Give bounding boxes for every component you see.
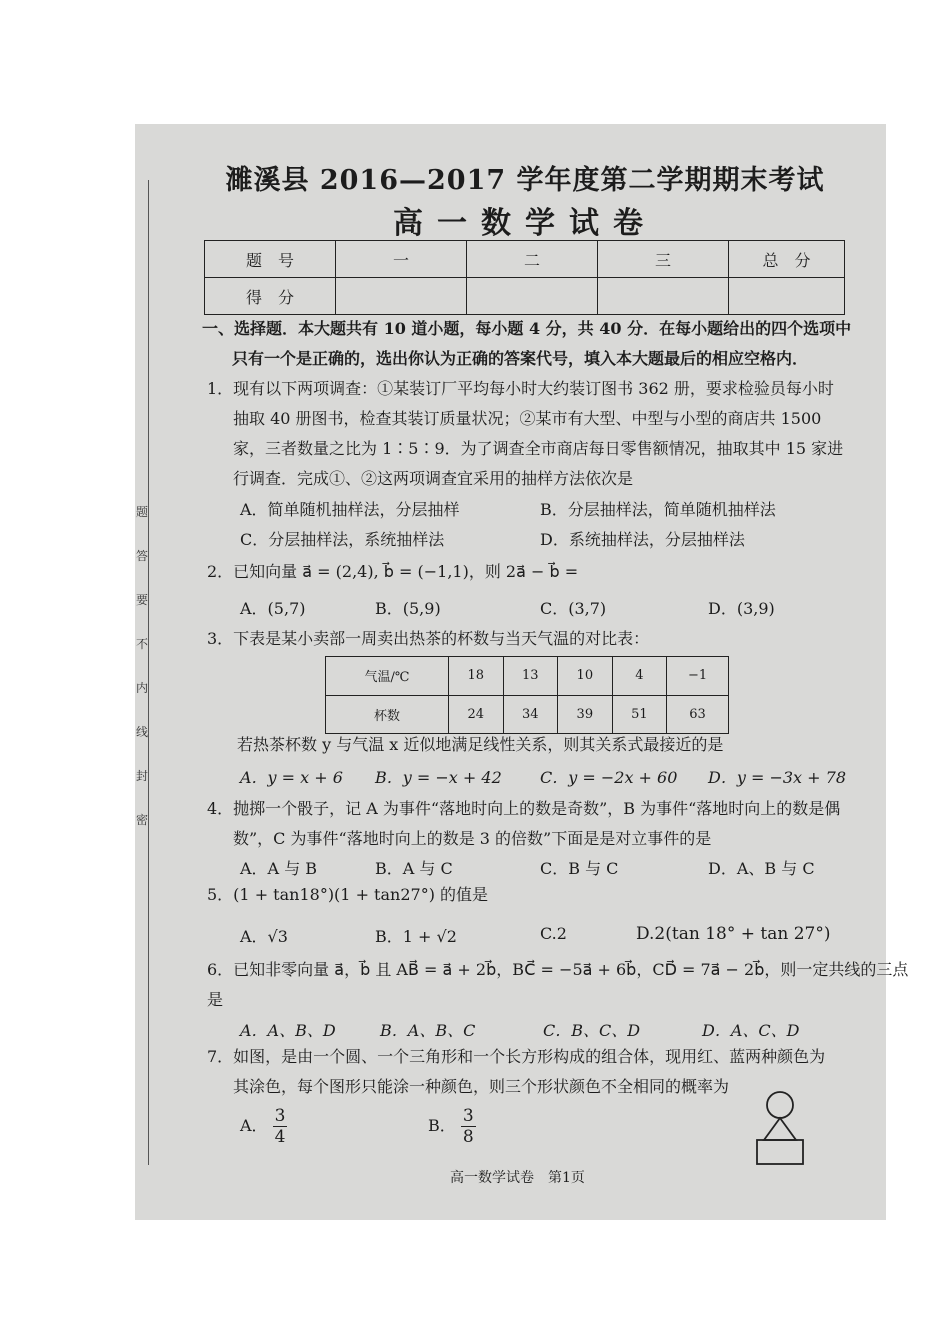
denominator: 4 bbox=[274, 1127, 286, 1147]
table-cell: 二 bbox=[467, 241, 598, 278]
question-line: 6．已知非零向量 a⃗，b⃗ 且 AB⃗ = a⃗ + 2b⃗，BC⃗ = −5a⃗ + 6b⃗，CD⃗ = 7a⃗ − 2b⃗，则一定共线的三点 bbox=[207, 960, 909, 979]
seal-char: 封 bbox=[136, 769, 149, 783]
numerator: 3 bbox=[274, 1106, 286, 1126]
option-label: A． bbox=[240, 1116, 268, 1135]
q1-option-b: B．分层抽样法，简单随机抽样法 bbox=[540, 500, 776, 519]
score-input-cell[interactable] bbox=[336, 278, 467, 315]
table-cell: 18 bbox=[449, 657, 504, 696]
table-cell: 4 bbox=[612, 657, 667, 696]
seal-char: 密 bbox=[136, 813, 149, 827]
table-cell: 39 bbox=[558, 695, 613, 734]
table-cell: 63 bbox=[667, 695, 729, 734]
question-line: 行调查．完成①、②这两项调查宜采用的抽样方法依次是 bbox=[233, 469, 634, 488]
score-input-cell[interactable] bbox=[467, 278, 598, 315]
option-label: B． bbox=[428, 1116, 456, 1135]
table-cell: 得 分 bbox=[205, 278, 336, 315]
q6-option-d: D．A、C、D bbox=[702, 1021, 800, 1040]
table-cell: 一 bbox=[336, 241, 467, 278]
question-line: 1．现有以下两项调查：①某装订厂平均每小时大约装订图书 362 册，要求检验员每小时 bbox=[207, 379, 834, 398]
q1-option-c: C．分层抽样法，系统抽样法 bbox=[240, 530, 445, 549]
section1-instructions bbox=[202, 314, 851, 374]
q5-option-d: D.2(tan 18° + tan 27°) bbox=[636, 924, 831, 944]
q3-option-c: C．y = −2x + 60 bbox=[540, 768, 678, 787]
exam-title: 濉溪县 2016—2017 学年度第二学期期末考试 bbox=[225, 165, 825, 196]
question-line: 家，三者数量之比为 1∶5∶9．为了调查全市商店每日零售额情况，抽取其中 15 家进 bbox=[233, 439, 844, 458]
table-cell: 13 bbox=[503, 657, 558, 696]
denominator: 8 bbox=[462, 1127, 474, 1147]
table-row bbox=[205, 278, 845, 315]
q3-follow-text: 若热茶杯数 y 与气温 x 近似地满足线性关系，则其关系式最接近的是 bbox=[237, 735, 724, 754]
q5-option-c: C.2 bbox=[540, 924, 567, 943]
question-2: 2．已知向量 a⃗ = (2,4), b⃗ = (−1,1)，则 2a⃗ − b⃗ = bbox=[207, 562, 579, 581]
q4-option-b: B．A 与 C bbox=[375, 859, 453, 878]
q6-option-b: B．A、B、C bbox=[380, 1021, 476, 1040]
seal-char: 题 bbox=[136, 505, 149, 519]
q3-option-d: D．y = −3x + 78 bbox=[708, 768, 846, 787]
q4-option-c: C．B 与 C bbox=[540, 859, 619, 878]
q7-option-a bbox=[240, 1106, 287, 1147]
question-4 bbox=[207, 794, 840, 854]
table-cell: 三 bbox=[598, 241, 729, 278]
q5-option-a: A．√3 bbox=[240, 927, 288, 946]
question-line: 数”，C 为事件“落地时向上的数是 3 的倍数”下面是是对立事件的是 bbox=[233, 829, 712, 848]
seal-char: 不 bbox=[136, 637, 149, 651]
numerator: 3 bbox=[462, 1106, 474, 1126]
question-line: 7．如图，是由一个圆、一个三角形和一个长方形构成的组合体，现用红、蓝两种颜色为 bbox=[207, 1047, 826, 1066]
score-table bbox=[204, 240, 845, 315]
question-line: 其涂色，每个图形只能涂一种颜色，则三个形状颜色不全相同的概率为 bbox=[233, 1077, 730, 1096]
q2-option-b: B．(5,9) bbox=[375, 599, 441, 618]
q2-option-d: D．(3,9) bbox=[708, 599, 775, 618]
table-cell: 10 bbox=[558, 657, 613, 696]
question-7 bbox=[207, 1042, 825, 1102]
q6-option-c: C．B、C、D bbox=[543, 1021, 641, 1040]
score-input-cell[interactable] bbox=[598, 278, 729, 315]
q1-option-a: A．简单随机抽样法，分层抽样 bbox=[240, 500, 460, 519]
table-cell: 杯数 bbox=[326, 695, 449, 734]
q7-figure bbox=[750, 1088, 810, 1166]
q3-option-a: A．y = x + 6 bbox=[240, 768, 343, 787]
q2-option-c: C．(3,7) bbox=[540, 599, 607, 618]
q2-option-a: A．(5,7) bbox=[240, 599, 306, 618]
question-line: 是 bbox=[207, 990, 224, 1009]
seal-char: 要 bbox=[136, 593, 149, 607]
seal-char: 线 bbox=[136, 725, 149, 739]
q1-option-d: D．系统抽样法，分层抽样法 bbox=[540, 530, 745, 549]
section1-line: 一、选择题．本大题共有 10 道小题，每小题 4 分，共 40 分．在每小题给出的四个选项中 bbox=[202, 319, 852, 338]
q6-option-a: A．A、B、D bbox=[240, 1021, 336, 1040]
figure-rectangle bbox=[757, 1140, 803, 1164]
question-5: 5．(1 + tan18°)(1 + tan27°) 的值是 bbox=[207, 885, 489, 904]
table-cell: 34 bbox=[503, 695, 558, 734]
fraction bbox=[461, 1106, 476, 1147]
question-3: 3．下表是某小卖部一周卖出热茶的杯数与当天气温的对比表： bbox=[207, 629, 650, 648]
table-cell: 题 号 bbox=[205, 241, 336, 278]
exam-subtitle: 高一数学试卷 bbox=[393, 206, 657, 241]
question-6 bbox=[207, 955, 908, 1015]
question-1 bbox=[207, 374, 843, 494]
q5-option-b: B．1 + √2 bbox=[375, 927, 457, 946]
table-cell: 51 bbox=[612, 695, 667, 734]
table-cell: −1 bbox=[667, 657, 729, 696]
q4-option-d: D．A、B 与 C bbox=[708, 859, 815, 878]
table-row bbox=[205, 241, 845, 278]
table-cell: 总 分 bbox=[729, 241, 845, 278]
question-line: 4．抛掷一个骰子，记 A 为事件“落地时向上的数是奇数”，B 为事件“落地时向上的数是偶 bbox=[207, 799, 841, 818]
tea-temperature-table bbox=[325, 656, 729, 734]
table-row bbox=[326, 695, 729, 734]
seal-char: 答 bbox=[136, 549, 149, 563]
q4-option-a: A．A 与 B bbox=[240, 859, 318, 878]
figure-triangle bbox=[764, 1118, 796, 1140]
score-input-cell[interactable] bbox=[729, 278, 845, 315]
q3-option-b: B．y = −x + 42 bbox=[375, 768, 502, 787]
seal-char: 内 bbox=[136, 681, 149, 695]
section1-line: 只有一个是正确的，选出你认为正确的答案代号，填入本大题最后的相应空格内． bbox=[232, 349, 809, 368]
question-line: 抽取 40 册图书，检查其装订质量状况；②某市有大型、中型与小型的商店共 1500 bbox=[233, 409, 822, 428]
page-footer: 高一数学试卷 第1页 bbox=[450, 1170, 585, 1186]
table-cell: 气温/℃ bbox=[326, 657, 449, 696]
fraction bbox=[273, 1106, 288, 1147]
q7-option-b bbox=[428, 1106, 476, 1147]
seal-line-text bbox=[136, 490, 150, 842]
table-cell: 24 bbox=[449, 695, 504, 734]
figure-circle bbox=[767, 1092, 793, 1118]
table-row bbox=[326, 657, 729, 696]
